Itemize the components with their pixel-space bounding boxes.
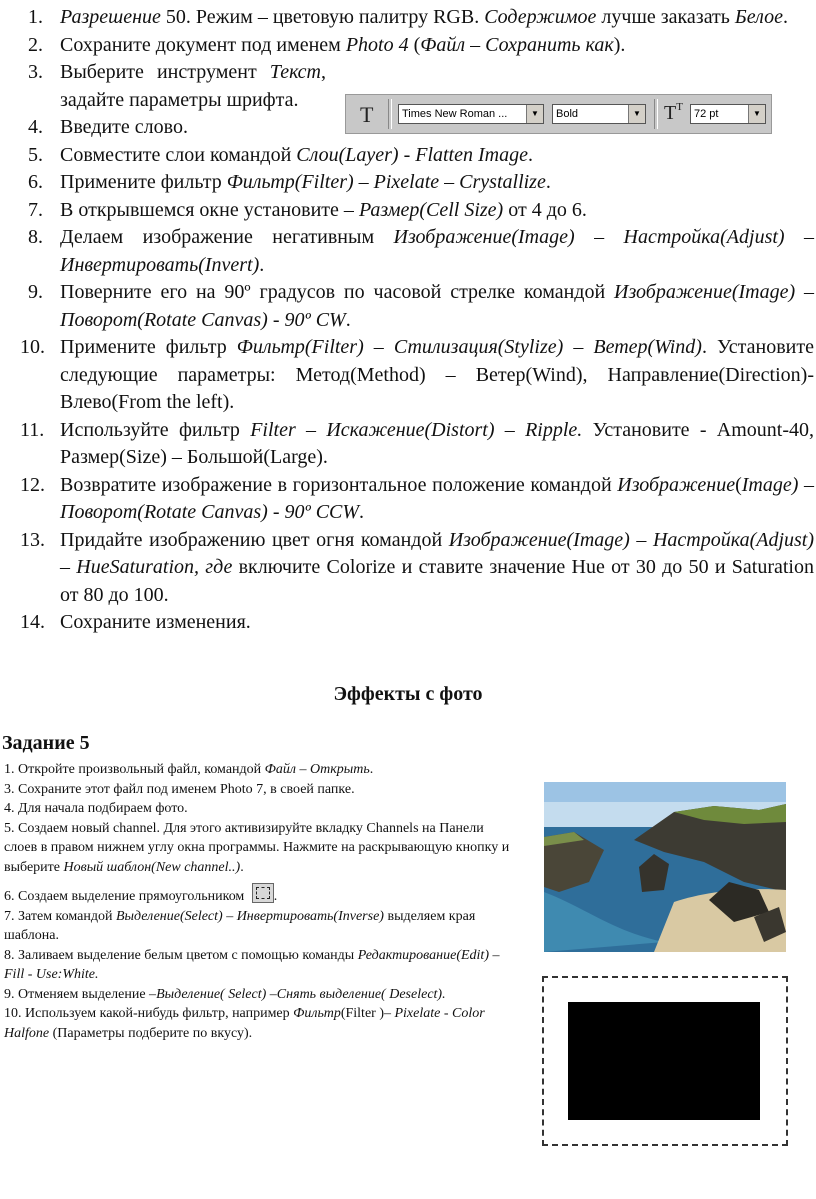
list-item xyxy=(0,279,816,334)
list-item xyxy=(0,224,816,279)
item-number: 3. xyxy=(28,61,43,83)
step-text: 5. Создаем новый channel. Для этого активизируйте вкладку Channels на Панели слоев в правом нижнем углу окна программы. Нажмите на раскрывающую кнопку и выберите xyxy=(4,820,510,875)
item-number: 7. xyxy=(28,198,43,221)
chevron-down-icon[interactable]: ▼ xyxy=(628,105,645,123)
toolbar-divider xyxy=(388,99,392,129)
font-style-select[interactable] xyxy=(552,104,646,124)
item-text: Делаем изображение негативным xyxy=(60,226,394,248)
item-number: 9. xyxy=(28,281,43,303)
item-number: 13. xyxy=(20,528,45,551)
item-text: В открывшемся окне установите – xyxy=(60,198,359,221)
item-text: Используйте фильтр xyxy=(60,418,251,441)
text-tool-icon[interactable]: T xyxy=(360,102,374,127)
list-item xyxy=(0,417,816,472)
item-text: Текст xyxy=(269,61,321,83)
section-heading: Эффекты с фото xyxy=(333,683,483,705)
step-item xyxy=(4,799,520,819)
item-text: . Установите следующие параметры: Метод(Method) – Ветер(Wind), Направление(Direction)-Влево(From the left). xyxy=(60,336,814,413)
channel-mask-frame xyxy=(542,976,788,1146)
item-text: Изображение(Image) – Настройка(Adjust) – Инвертировать(Invert) xyxy=(60,226,814,276)
item-text: Файл – Сохранить как xyxy=(420,33,614,56)
item-text: . xyxy=(345,308,351,331)
step-item xyxy=(4,985,520,1005)
item-text: Изображение(Image) – Поворот(Rotate Canvas) - 90º CW xyxy=(60,281,815,331)
item-number: 1. xyxy=(28,6,43,28)
step-text: 7. Затем командой xyxy=(4,908,116,924)
mask-fill xyxy=(568,1002,760,1120)
item-number: 6. xyxy=(28,171,43,193)
item-number: 12. xyxy=(20,473,45,496)
step-text: (Filter )– xyxy=(340,1006,395,1021)
step-text: 9. Отменяем выделение – xyxy=(4,986,157,1002)
item-text: Изображение(Image) – Настройка(Adjust) – HueSaturation, где xyxy=(60,528,814,578)
list-item xyxy=(0,609,816,637)
list-item xyxy=(0,142,816,170)
font-size-select[interactable] xyxy=(690,104,766,124)
chevron-down-icon[interactable]: ▼ xyxy=(526,105,543,123)
item-text: Поверните его на 90º градусов по часовой стрелке командой xyxy=(60,281,615,303)
task-heading: Задание 5 xyxy=(2,732,90,754)
item-text: Filter – Искажение(Distort) – Ripple. xyxy=(250,418,583,441)
item-text: . xyxy=(259,253,265,276)
task-steps xyxy=(4,760,520,1043)
item-text: Примените фильтр xyxy=(60,171,227,193)
item-text: ). xyxy=(613,33,626,56)
item-text: Придайте изображению цвет огня командой xyxy=(60,528,449,551)
item-text: Выберите инструмент xyxy=(60,61,270,83)
step-text: выделяем края шаблона. xyxy=(4,908,476,943)
list-item xyxy=(0,32,816,60)
item-text: Белое xyxy=(734,6,783,28)
step-text: Pixelate - Color Halfone xyxy=(4,1006,485,1041)
step-text: . xyxy=(240,859,244,875)
step-text: 4. Для начала подбираем фото. xyxy=(4,801,188,816)
item-text: Размер(Cell Size) xyxy=(358,198,504,221)
toolbar-divider xyxy=(654,99,658,129)
item-text: Примените фильтр xyxy=(60,336,237,358)
item-text: Содержимое xyxy=(484,6,597,28)
item-text: Photo 4 xyxy=(345,33,409,56)
list-item xyxy=(0,527,816,610)
font-family-select[interactable] xyxy=(398,104,544,124)
rectangular-marquee-icon xyxy=(252,883,274,903)
coastal-photo-image xyxy=(544,782,786,952)
item-number: 10. xyxy=(20,336,45,358)
list-item xyxy=(0,472,816,527)
item-text: лучше заказать xyxy=(596,6,735,28)
list-item xyxy=(0,4,816,32)
step-text: 3. Сохраните этот файл под именем Photo 7, в своей папке. xyxy=(4,781,355,797)
item-number: 4. xyxy=(28,116,43,138)
item-text: . xyxy=(527,143,533,166)
step-text: Фильтр xyxy=(293,1006,341,1021)
item-text: , задайте параметры шрифта. xyxy=(60,61,326,111)
step-text: 6. Создаем выделение прямоугольником xyxy=(4,889,248,904)
step-text: Файл – Открыть xyxy=(264,762,370,777)
item-text: Image) – Поворот(Rotate Canvas) - 90º CCW xyxy=(60,473,815,523)
font-size-icon: $T^T$ xyxy=(664,101,683,124)
step-item xyxy=(4,946,520,985)
item-text: Установите - Amount-40, Размер(Size) – Большой(Large). xyxy=(60,418,815,468)
step-item xyxy=(4,907,520,946)
list-item xyxy=(0,334,816,417)
step-text: Редактирование(Edit) – Fill - Use:White. xyxy=(4,947,500,982)
coastal-photo xyxy=(544,782,786,952)
step-text: . xyxy=(273,889,278,904)
item-text: Фильтр(Filter) – Стилизация(Stylize) – Ветер(Wind) xyxy=(236,336,702,358)
item-number: 14. xyxy=(20,611,45,633)
item-text: . xyxy=(782,6,788,28)
item-text: Разрешение xyxy=(60,6,161,28)
item-text: Фильтр(Filter) – Pixelate – Crystallize xyxy=(226,171,546,193)
step-text: 8. Заливаем выделение белым цветом с помощью команды xyxy=(4,947,358,963)
item-text: Возвратите изображение в горизонтальное положение командой xyxy=(60,473,618,496)
item-text: от 4 до 6. xyxy=(503,198,587,221)
item-text: Совместите слои командой xyxy=(60,143,297,166)
step-item xyxy=(4,1004,520,1043)
step-text: 1. Откройте произвольный файл, командой xyxy=(4,762,265,777)
step-text: 10. Используем какой-нибудь фильтр, например xyxy=(4,1006,294,1021)
item-text: ( xyxy=(408,33,421,56)
item-text: . xyxy=(545,171,551,193)
step-item xyxy=(4,760,520,780)
item-text: Изображение xyxy=(617,473,736,496)
step-text: Новый шаблон(New channel..) xyxy=(63,859,241,875)
step-text: Выделение(Select) – Инвертировать(Inverse) xyxy=(115,908,384,924)
chevron-down-icon[interactable]: ▼ xyxy=(748,105,765,123)
font-size-value: 72 pt xyxy=(694,108,719,120)
font-style-value: Bold xyxy=(556,108,579,120)
item-number: 11. xyxy=(20,418,45,441)
step-item xyxy=(4,883,520,907)
step-item xyxy=(4,819,520,878)
item-text: включите Colorize и ставите значение Hue от 30 до 50 и Saturation от 80 до 100. xyxy=(60,556,814,606)
item-number: 5. xyxy=(28,143,43,166)
item-text: Слои(Layer) - Flatten Image xyxy=(296,143,528,166)
step-text: Выделение( Select) –Снять выделение( Deselect). xyxy=(156,986,446,1002)
list-item xyxy=(0,197,816,225)
step-text: . xyxy=(369,762,374,777)
item-number: 2. xyxy=(28,33,43,56)
item-text: ( xyxy=(735,473,742,496)
item-text: Сохраните документ под именем xyxy=(60,33,346,56)
step-text: (Параметры подберите по вкусу). xyxy=(49,1025,253,1041)
item-number: 8. xyxy=(28,226,43,248)
item-text: 50. Режим – цветовую палитру RGB. xyxy=(160,6,485,28)
font-family-value: Times New Roman ... xyxy=(402,108,508,120)
text-options-toolbar xyxy=(345,94,772,134)
item-text: . xyxy=(359,501,365,523)
item-text: Введите слово. xyxy=(60,116,188,138)
list-item xyxy=(0,169,816,197)
step-item xyxy=(4,780,520,800)
item-text: Сохраните изменения. xyxy=(60,611,251,633)
